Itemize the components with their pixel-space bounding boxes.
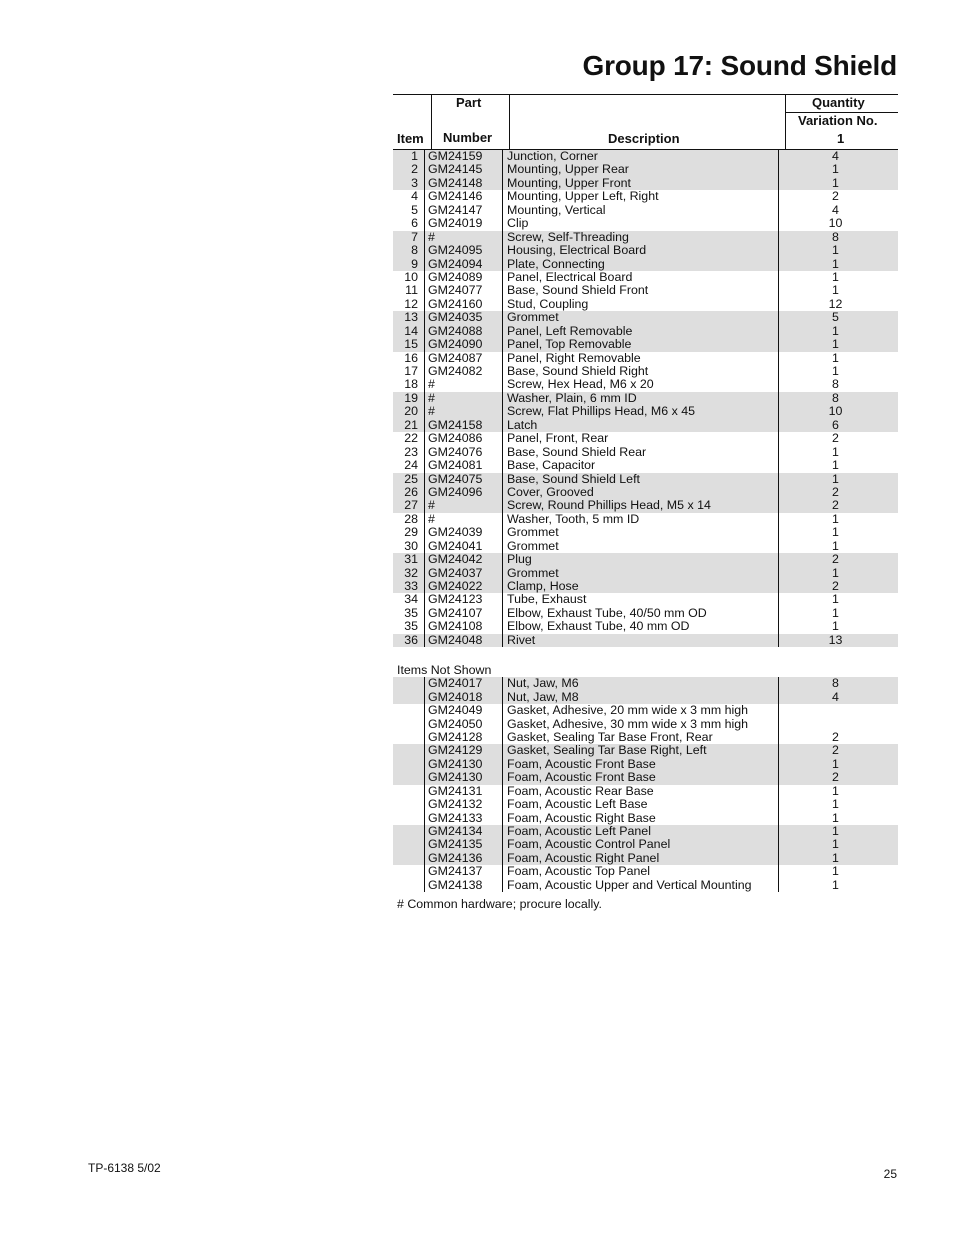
part-number-cell: GM24077 xyxy=(425,284,503,297)
description-cell: Mounting, Vertical xyxy=(503,204,779,217)
description-cell: Foam, Acoustic Right Panel xyxy=(503,852,779,865)
quantity-cell: 1 xyxy=(832,364,839,378)
item-cell xyxy=(393,771,425,784)
item-cell: 2 xyxy=(393,163,425,176)
quantity-cell: 1 xyxy=(832,877,839,892)
item-cell xyxy=(393,718,425,731)
description-cell: Cover, Grooved xyxy=(503,486,779,499)
item-cell: 24 xyxy=(393,459,425,472)
table-row xyxy=(393,852,898,865)
table-row xyxy=(393,432,898,445)
not-shown-rows xyxy=(393,677,898,892)
quantity-cell: 2 xyxy=(832,552,839,567)
quantity-cell: 1 xyxy=(832,350,839,365)
table-row xyxy=(393,718,898,731)
part-number-cell: # xyxy=(425,499,503,512)
description-cell: Stud, Coupling xyxy=(503,298,779,311)
table-row xyxy=(393,419,898,432)
part-number-cell: GM24017 xyxy=(425,677,503,690)
quantity-cell: 2 xyxy=(832,729,839,744)
table-row xyxy=(393,771,898,784)
description-cell: Base, Capacitor xyxy=(503,459,779,472)
description-cell: Mounting, Upper Left, Right xyxy=(503,190,779,203)
part-number-cell: # xyxy=(425,378,503,391)
item-cell: 25 xyxy=(393,473,425,486)
part-number-cell: GM24018 xyxy=(425,691,503,704)
table-row xyxy=(393,879,898,892)
part-number-cell: GM24134 xyxy=(425,825,503,838)
description-cell: Panel, Front, Rear xyxy=(503,432,779,445)
table-row xyxy=(393,731,898,744)
part-number-cell: GM24019 xyxy=(425,217,503,230)
description-cell: Junction, Corner xyxy=(503,150,779,163)
item-cell: 15 xyxy=(393,338,425,351)
part-number-cell: GM24123 xyxy=(425,593,503,606)
part-number-cell: GM24039 xyxy=(425,526,503,539)
quantity-cell: 1 xyxy=(832,810,839,825)
quantity-cell: 4 xyxy=(832,149,839,163)
item-cell: 35 xyxy=(393,607,425,620)
quantity-cell: 1 xyxy=(832,511,839,526)
header-variation: Variation No. xyxy=(798,113,878,128)
description-cell: Washer, Plain, 6 mm ID xyxy=(503,392,779,405)
table-row xyxy=(393,704,898,717)
description-cell: Clip xyxy=(503,217,779,230)
quantity-cell: 1 xyxy=(832,323,839,338)
description-cell: Tube, Exhaust xyxy=(503,593,779,606)
description-cell: Nut, Jaw, M6 xyxy=(503,677,779,690)
description-cell: Plate, Connecting xyxy=(503,258,779,271)
part-number-cell: GM24082 xyxy=(425,365,503,378)
quantity-cell: 10 xyxy=(828,216,843,231)
item-cell: 34 xyxy=(393,593,425,606)
part-number-cell: GM24148 xyxy=(425,177,503,190)
quantity-cell: 1 xyxy=(832,619,839,634)
item-cell xyxy=(393,785,425,798)
item-cell xyxy=(393,879,425,892)
table-row xyxy=(393,553,898,566)
section-gap xyxy=(393,647,898,663)
table-header xyxy=(393,94,898,150)
quantity-cell: 1 xyxy=(832,850,839,865)
description-cell: Base, Sound Shield Front xyxy=(503,284,779,297)
description-cell: Panel, Left Removable xyxy=(503,325,779,338)
part-number-cell: GM24096 xyxy=(425,486,503,499)
item-cell: 10 xyxy=(393,271,425,284)
description-cell: Mounting, Upper Rear xyxy=(503,163,779,176)
quantity-cell: 2 xyxy=(832,743,839,758)
part-number-cell: # xyxy=(425,405,503,418)
table-row xyxy=(393,338,898,351)
item-cell: 17 xyxy=(393,365,425,378)
part-number-cell: GM24022 xyxy=(425,580,503,593)
description-cell: Panel, Top Removable xyxy=(503,338,779,351)
item-cell: 27 xyxy=(393,499,425,512)
part-number-cell: GM24131 xyxy=(425,785,503,798)
header-part: Part xyxy=(456,95,482,110)
description-cell: Rivet xyxy=(503,634,779,647)
item-cell xyxy=(393,838,425,851)
table-row xyxy=(393,825,898,838)
item-cell: 22 xyxy=(393,432,425,445)
description-cell: Screw, Round Phillips Head, M5 x 14 xyxy=(503,499,779,512)
table-row xyxy=(393,580,898,593)
quantity-cell: 1 xyxy=(832,824,839,838)
quantity-cell: 1 xyxy=(832,162,839,177)
table-row xyxy=(393,526,898,539)
item-cell: 23 xyxy=(393,446,425,459)
item-cell: 28 xyxy=(393,513,425,526)
description-cell: Base, Sound Shield Right xyxy=(503,365,779,378)
description-cell: Screw, Hex Head, M6 x 20 xyxy=(503,378,779,391)
table-row xyxy=(393,231,898,244)
table-row xyxy=(393,634,898,647)
item-cell xyxy=(393,731,425,744)
description-cell: Foam, Acoustic Left Panel xyxy=(503,825,779,838)
quantity-cell: 1 xyxy=(832,565,839,580)
description-cell: Panel, Right Removable xyxy=(503,352,779,365)
page-title: Group 17: Sound Shield xyxy=(582,50,897,81)
table-row xyxy=(393,163,898,176)
quantity-cell: 1 xyxy=(832,756,839,771)
quantity-cell: 1 xyxy=(832,837,839,852)
part-number-cell: GM24090 xyxy=(425,338,503,351)
description-cell: Grommet xyxy=(503,311,779,324)
item-cell: 14 xyxy=(393,325,425,338)
item-cell: 11 xyxy=(393,284,425,297)
description-cell: Base, Sound Shield Left xyxy=(503,473,779,486)
quantity-cell: 13 xyxy=(828,632,843,647)
quantity-cell: 1 xyxy=(832,592,839,607)
table-row xyxy=(393,298,898,311)
quantity-cell: 6 xyxy=(832,417,839,432)
description-cell: Elbow, Exhaust Tube, 40 mm OD xyxy=(503,620,779,633)
quantity-cell: 2 xyxy=(832,189,839,204)
description-cell: Grommet xyxy=(503,526,779,539)
description-cell: Washer, Tooth, 5 mm ID xyxy=(503,513,779,526)
item-cell xyxy=(393,704,425,717)
item-cell xyxy=(393,825,425,838)
part-number-cell: GM24132 xyxy=(425,798,503,811)
quantity-cell: 1 xyxy=(832,337,839,352)
description-cell: Screw, Self-Threading xyxy=(503,231,779,244)
description-cell: Foam, Acoustic Upper and Vertical Mounting xyxy=(503,879,779,892)
item-cell xyxy=(393,865,425,878)
part-number-cell: GM24129 xyxy=(425,744,503,757)
item-cell: 13 xyxy=(393,311,425,324)
item-cell xyxy=(393,677,425,690)
part-number-cell: # xyxy=(425,231,503,244)
table-row xyxy=(393,838,898,851)
parts-rows xyxy=(393,150,898,647)
description-cell: Screw, Flat Phillips Head, M6 x 45 xyxy=(503,405,779,418)
part-number-cell: GM24088 xyxy=(425,325,503,338)
part-number-cell: GM24128 xyxy=(425,731,503,744)
description-cell: Foam, Acoustic Front Base xyxy=(503,771,779,784)
quantity-cell: 1 xyxy=(832,444,839,459)
description-cell: Panel, Electrical Board xyxy=(503,271,779,284)
description-cell: Foam, Acoustic Front Base xyxy=(503,758,779,771)
description-cell: Foam, Acoustic Rear Base xyxy=(503,785,779,798)
item-cell: 18 xyxy=(393,378,425,391)
table-row xyxy=(393,190,898,203)
part-number-cell: GM24160 xyxy=(425,298,503,311)
quantity-cell: 1 xyxy=(832,175,839,190)
part-number-cell: GM24076 xyxy=(425,446,503,459)
item-cell: 21 xyxy=(393,419,425,432)
item-cell: 19 xyxy=(393,392,425,405)
item-cell xyxy=(393,852,425,865)
description-cell: Foam, Acoustic Right Base xyxy=(503,812,779,825)
part-number-cell: GM24147 xyxy=(425,204,503,217)
item-cell xyxy=(393,744,425,757)
item-cell: 9 xyxy=(393,258,425,271)
description-cell: Clamp, Hose xyxy=(503,580,779,593)
item-cell: 26 xyxy=(393,486,425,499)
table-row xyxy=(393,177,898,190)
not-shown-label: Items Not Shown xyxy=(397,663,492,678)
table-row xyxy=(393,311,898,324)
part-number-cell: GM24089 xyxy=(425,271,503,284)
quantity-cell: 4 xyxy=(832,689,839,704)
item-cell xyxy=(393,798,425,811)
header-description: Description xyxy=(608,131,680,146)
table-row xyxy=(393,785,898,798)
table-row xyxy=(393,325,898,338)
part-number-cell: GM24130 xyxy=(425,758,503,771)
table-row xyxy=(393,378,898,391)
item-cell: 1 xyxy=(393,150,425,163)
header-quantity: Quantity xyxy=(812,95,865,110)
quantity-cell: 1 xyxy=(832,525,839,540)
part-number-cell: GM24136 xyxy=(425,852,503,865)
description-cell: Housing, Electrical Board xyxy=(503,244,779,257)
description-cell: Foam, Acoustic Control Panel xyxy=(503,838,779,851)
part-number-cell: GM24035 xyxy=(425,311,503,324)
quantity-cell: 8 xyxy=(832,229,839,244)
part-number-cell: GM24138 xyxy=(425,879,503,892)
part-number-cell: GM24145 xyxy=(425,163,503,176)
table-row xyxy=(393,812,898,825)
quantity-cell: 1 xyxy=(832,797,839,812)
quantity-cell: 1 xyxy=(832,864,839,879)
table-row xyxy=(393,258,898,271)
description-cell: Grommet xyxy=(503,540,779,553)
description-cell: Grommet xyxy=(503,567,779,580)
quantity-cell: 1 xyxy=(832,269,839,284)
table-row xyxy=(393,150,898,163)
part-number-cell: GM24042 xyxy=(425,553,503,566)
quantity-cell: 2 xyxy=(832,498,839,513)
description-cell: Nut, Jaw, M8 xyxy=(503,691,779,704)
item-cell: 35 xyxy=(393,620,425,633)
item-cell xyxy=(393,691,425,704)
item-cell: 12 xyxy=(393,298,425,311)
description-cell: Foam, Acoustic Left Base xyxy=(503,798,779,811)
quantity-cell: 8 xyxy=(832,676,839,691)
table-row xyxy=(393,540,898,553)
quantity-cell: 5 xyxy=(832,310,839,325)
item-cell xyxy=(393,812,425,825)
table-row xyxy=(393,204,898,217)
table-row xyxy=(393,758,898,771)
description-cell: Base, Sound Shield Rear xyxy=(503,446,779,459)
header-variation-number: 1 xyxy=(837,131,845,146)
table-row xyxy=(393,677,898,690)
table-row xyxy=(393,365,898,378)
part-number-cell: GM24130 xyxy=(425,771,503,784)
part-number-cell: GM24137 xyxy=(425,865,503,878)
description-cell: Gasket, Sealing Tar Base Right, Left xyxy=(503,744,779,757)
part-number-cell: GM24049 xyxy=(425,704,503,717)
header-number: Number xyxy=(443,130,493,145)
header-item: Item xyxy=(397,131,424,146)
quantity-cell: 2 xyxy=(832,770,839,785)
part-number-cell: GM24108 xyxy=(425,620,503,633)
table-row xyxy=(393,352,898,365)
quantity-cell: 1 xyxy=(832,783,839,798)
table-row xyxy=(393,567,898,580)
quantity-cell: 1 xyxy=(832,605,839,620)
item-cell: 36 xyxy=(393,634,425,647)
item-cell: 30 xyxy=(393,540,425,553)
part-number-cell: GM24087 xyxy=(425,352,503,365)
table-row xyxy=(393,607,898,620)
quantity-cell: 4 xyxy=(832,202,839,217)
item-cell: 29 xyxy=(393,526,425,539)
part-number-cell: # xyxy=(425,392,503,405)
quantity-cell: 1 xyxy=(832,538,839,553)
part-number-cell: # xyxy=(425,513,503,526)
table-row xyxy=(393,446,898,459)
table-row xyxy=(393,593,898,606)
footnote: # Common hardware; procure locally. xyxy=(397,897,602,911)
table-row xyxy=(393,244,898,257)
table-row xyxy=(393,513,898,526)
item-cell: 16 xyxy=(393,352,425,365)
quantity-cell: 10 xyxy=(828,404,843,419)
quantity-cell: 8 xyxy=(832,390,839,405)
item-cell: 32 xyxy=(393,567,425,580)
part-number-cell: GM24094 xyxy=(425,258,503,271)
table-row xyxy=(393,744,898,757)
quantity-cell: 8 xyxy=(832,377,839,392)
item-cell: 33 xyxy=(393,580,425,593)
parts-table xyxy=(393,94,898,892)
part-number-cell: GM24048 xyxy=(425,634,503,647)
table-row xyxy=(393,486,898,499)
table-row xyxy=(393,284,898,297)
description-cell: Gasket, Sealing Tar Base Front, Rear xyxy=(503,731,779,744)
description-cell: Gasket, Adhesive, 20 mm wide x 3 mm high xyxy=(503,704,779,717)
description-cell: Latch xyxy=(503,419,779,432)
part-number-cell: GM24133 xyxy=(425,812,503,825)
item-cell: 8 xyxy=(393,244,425,257)
table-row xyxy=(393,499,898,512)
quantity-cell: 1 xyxy=(832,458,839,473)
item-cell: 20 xyxy=(393,405,425,418)
part-number-cell: GM24037 xyxy=(425,567,503,580)
table-row xyxy=(393,473,898,486)
quantity-cell: 1 xyxy=(832,256,839,271)
part-number-cell: GM24107 xyxy=(425,607,503,620)
quantity-cell: 1 xyxy=(832,471,839,486)
description-cell: Gasket, Adhesive, 30 mm wide x 3 mm high xyxy=(503,718,779,731)
quantity-cell: 12 xyxy=(828,296,843,311)
part-number-cell: GM24050 xyxy=(425,718,503,731)
page-number: 25 xyxy=(883,1167,897,1181)
part-number-cell: GM24135 xyxy=(425,838,503,851)
quantity-cell: 2 xyxy=(832,484,839,499)
description-cell: Foam, Acoustic Top Panel xyxy=(503,865,779,878)
table-row xyxy=(393,459,898,472)
part-number-cell: GM24146 xyxy=(425,190,503,203)
quantity-cell: 2 xyxy=(832,579,839,593)
item-cell: 31 xyxy=(393,553,425,566)
item-cell: 3 xyxy=(393,177,425,190)
part-number-cell: GM24159 xyxy=(425,150,503,163)
table-row xyxy=(393,865,898,878)
item-cell: 4 xyxy=(393,190,425,203)
table-row xyxy=(393,271,898,284)
part-number-cell: GM24075 xyxy=(425,473,503,486)
description-cell: Elbow, Exhaust Tube, 40/50 mm OD xyxy=(503,607,779,620)
table-row xyxy=(393,798,898,811)
item-cell: 7 xyxy=(393,231,425,244)
quantity-cell xyxy=(779,704,892,717)
table-row xyxy=(393,392,898,405)
item-cell: 6 xyxy=(393,217,425,230)
table-row xyxy=(393,620,898,633)
part-number-cell: GM24081 xyxy=(425,459,503,472)
quantity-cell: 1 xyxy=(832,243,839,258)
description-cell: Mounting, Upper Front xyxy=(503,177,779,190)
table-row xyxy=(393,217,898,230)
item-cell xyxy=(393,758,425,771)
quantity-cell: 2 xyxy=(832,431,839,446)
table-row xyxy=(393,691,898,704)
description-cell: Plug xyxy=(503,553,779,566)
part-number-cell: GM24086 xyxy=(425,432,503,445)
table-row xyxy=(393,405,898,418)
document-number: TP-6138 5/02 xyxy=(88,1161,161,1175)
part-number-cell: GM24041 xyxy=(425,540,503,553)
quantity-cell xyxy=(779,718,892,731)
quantity-cell: 1 xyxy=(832,283,839,298)
item-cell: 5 xyxy=(393,204,425,217)
part-number-cell: GM24095 xyxy=(425,244,503,257)
part-number-cell: GM24158 xyxy=(425,419,503,432)
